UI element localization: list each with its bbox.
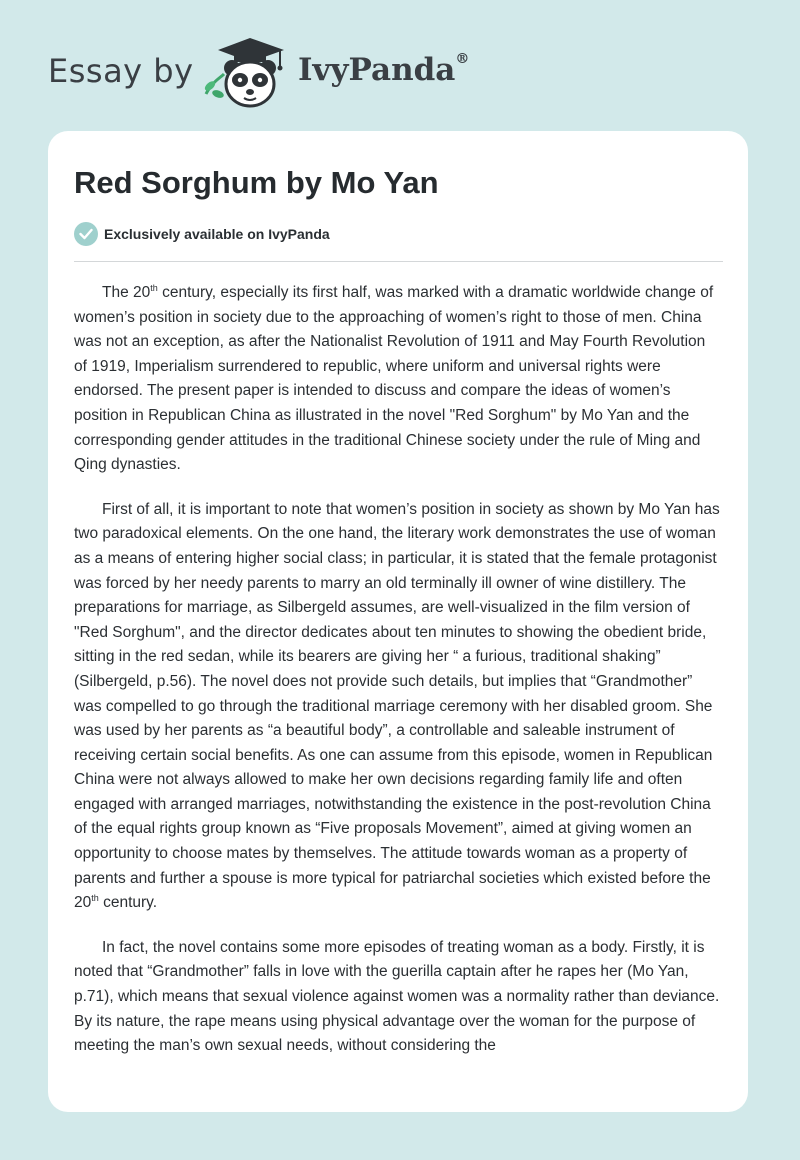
- brand-name: IvyPanda®: [298, 50, 470, 88]
- brand-header[interactable]: [48, 30, 508, 110]
- badge-text: Exclusively available on IvyPanda: [104, 226, 330, 242]
- paragraph: In fact, the novel contains some more episodes of treating woman as a body. Firstly, it is noted that “Grandmother” falls in love with the guerilla captain after he rapes her (Mo Yan, p.71), which means that sexual violence against women was a normality rather than deviance. By its nature, the rape means using physical advantage over the woman for the purpose of meeting the man’s own sexual needs, without considering the: [74, 938, 720, 1055]
- brand-prefix: Essay by: [48, 52, 194, 90]
- exclusive-badge: [74, 221, 330, 247]
- paragraph: First of all, it is important to note that women’s position in society as shown by Mo Yan has two paradoxical elements. On the one hand, the literary work demonstrates the use of woman as a means of entering higher social class; in particular, it is stated that the female protagonist was forced by her needy parents to marry an old terminally ill owner of wine distillery. The preparations for marriage, as Silbergeld assumes, are well-visualized in the film version of "Red Sorghum", and the director dedicates about ten minutes to showing the obedient bride, sitting in the red sedan, while its bearers are giving her “ a furious, traditional shaking” (Silbergeld, p.56). The novel does not provide such details, but implies that “Grandmother” was compelled to go through the traditional marriage ceremony with her disabled groom. She was used by her parents as “a beautiful body”, a controllable and saleable instrument of receiving certain social benefits. As one can assume from this episode, women in Republican China were not always allowed to make her own decisions regarding family life and often engaged with arranged marriages, notwithstanding the existence in the post-revolution China of the equal rights group known as “Five proposals Movement”, aimed at giving women an opportunity to choose mates by themselves. The attitude towards woman as a property of parents and further a spouse is more typical for patriarchal societies which existed before the 20th century.: [74, 500, 720, 912]
- check-circle-icon: [74, 222, 98, 246]
- essay-card: [48, 131, 748, 1112]
- title-divider: [74, 261, 723, 262]
- paragraph: The 20th century, especially its first half, was marked with a dramatic worldwide change of women’s position in society due to the approaching of women’s right to those of men. China was not an exception, as after the Nationalist Revolution of 1911 and May Fourth Revolution of 1919, Imperialism surrendered to republic, where uniform and universal rights were endorsed. The present paper is intended to discuss and compare the ideas of women’s position in Republican China as illustrated in the novel "Red Sorghum" by Mo Yan and the corresponding gender attitudes in the traditional Chinese society under the rule of Ming and Qing dynasties.: [74, 282, 714, 474]
- essay-body: [74, 281, 722, 1079]
- registered-mark: ®: [455, 50, 470, 67]
- panda-graduate-icon: [200, 34, 292, 110]
- page-title: Red Sorghum by Mo Yan: [74, 165, 439, 200]
